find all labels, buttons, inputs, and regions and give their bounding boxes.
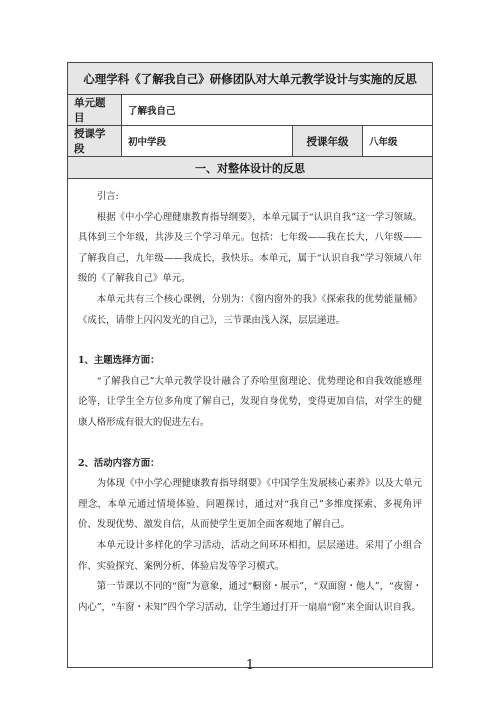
heading-activity-content: 2、活动内容方面： <box>78 457 160 469</box>
unit-title-value: 了解我自己 <box>122 95 433 126</box>
reflection-table <box>67 62 433 668</box>
intro-label: 引言: <box>96 191 119 202</box>
paragraph-1: 根据《中小学心理健康教育指导纲要》，本单元属于“认识自我”这一学习领域。具体到三个年级，共涉及三个学习单元。包括：七年级——我在长大，八年级——了解我自己，九年级——我成长，我快乐。本单元，属于“认识自我”学习领域八年级的《了解我自己》单元。 <box>78 211 422 285</box>
stage-label: 授课学段 <box>68 126 122 157</box>
stage-value: 初中学段 <box>122 126 293 157</box>
spacer <box>78 331 422 351</box>
spacer <box>78 434 422 454</box>
paragraph-4: 为体现《中小学心理健康教育指导纲要》《中国学生发展核心素养》以及大单元理念，本单元通过情境体验、问题探讨，通过对“我自己”多维度探索、多视角评价、发现优势、激发自信，从而使学生更加全面客观地了解自己。 <box>78 478 422 531</box>
section-title: 一、对整体设计的反思 <box>68 157 433 179</box>
paragraph-3: “了解我自己”大单元教学设计融合了乔哈里窗理论、优势理论和自我效能感理论等，让学生全方位多角度了解自己，发现自身优势，变得更加自信，对学生的健康人格形成有很大的促进左右。 <box>78 375 422 428</box>
document-title: 心理学科《了解我自己》研修团队对大单元教学设计与实施的反思 <box>68 63 433 95</box>
heading-topic-selection: 1、主题选择方面： <box>78 355 160 367</box>
grade-value: 八年级 <box>363 126 433 157</box>
page-number: 1 <box>245 658 255 673</box>
paragraph-5: 本单元设计多样化的学习活动，活动之间环环相扣，层层递进。采用了小组合作、实验探究、案例分析、体验启发等学习模式。 <box>78 539 422 572</box>
paragraph-2: 本单元共有三个核心课例，分别为：《窗内窗外的我》《探索我的优势能量桶》《成长，请带上闪闪发光的自己》，三节课由浅入深，层层递进。 <box>78 293 422 326</box>
grade-label: 授课年级 <box>293 126 363 157</box>
paragraph-6: 第一节课以不同的“窗”为意象，通过“橱窗・展示”，“双面窗・他人”，“夜窗・内心”，“车窗・未知”四个学习活动，让学生通过打开一扇扇“窗”来全面认识自我。 <box>78 581 422 613</box>
unit-title-label: 单元题目 <box>68 95 122 126</box>
reflection-body <box>68 179 433 668</box>
